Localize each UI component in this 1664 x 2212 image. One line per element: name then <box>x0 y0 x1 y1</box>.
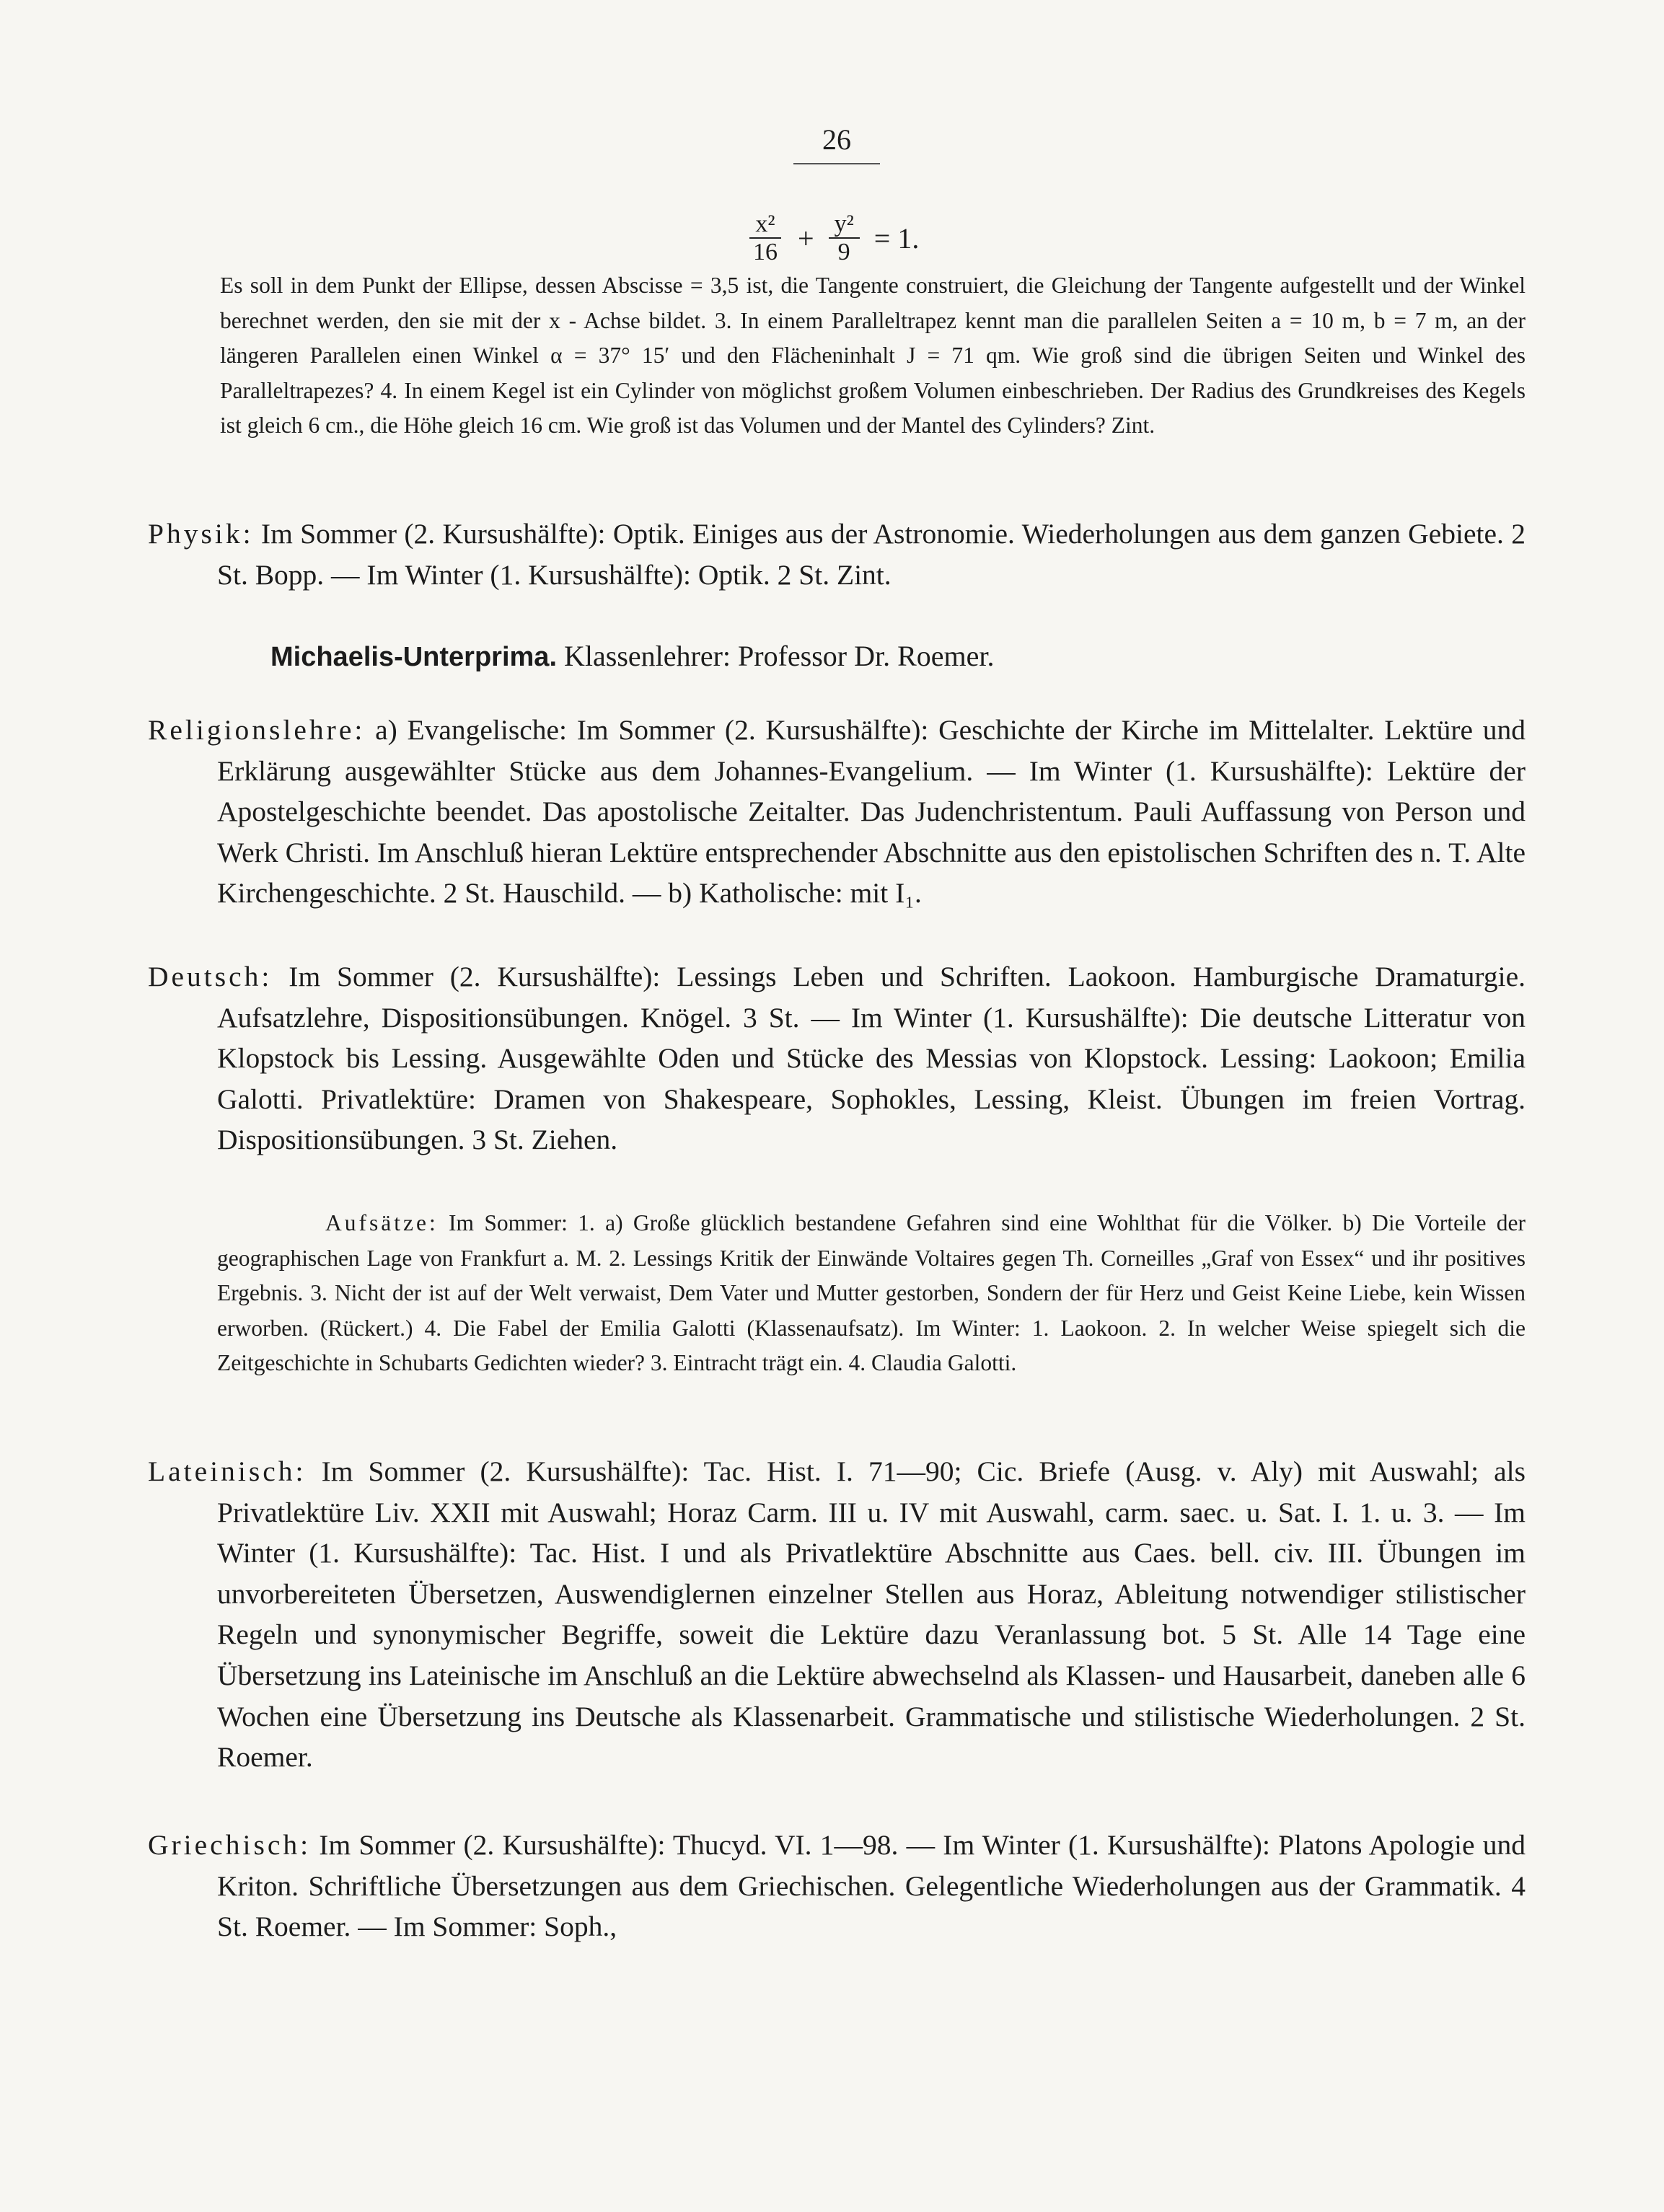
physik-section <box>148 514 1526 595</box>
math-exercises <box>148 268 1526 444</box>
equals-one: = 1. <box>873 221 920 255</box>
aufsaetze-label: Aufsätze: <box>325 1210 439 1235</box>
deutsch-section <box>148 956 1526 1160</box>
fraction-y-denominator: 9 <box>837 239 850 265</box>
ellipse-equation <box>743 206 929 270</box>
fraction-x-denominator: 16 <box>753 239 778 265</box>
fraction-y-numerator: y² <box>829 211 860 239</box>
fraction-y <box>829 211 860 266</box>
math-paragraph: Es soll in dem Punkt der Ellipse, dessen Abscisse = 3,5 ist, die Tangente construiert, die Gleichung der Tangente aufgestellt und der Winkel berechnet werden, den sie mit der x - Achse bildet. 3. In einem Paralleltrapez kennt man die parallelen Seiten a = 10 m, b = 7 m, an der längeren Parallelen einen Winkel α = 37° 15′ und den Flächeninhalt J = 71 qm. Wie groß sind die übrigen Seiten und Winkel des Paralleltrapezes? 4. In einem Kegel ist ein Cylinder von möglichst großem Volumen einbeschrieben. Der Radius des Grundkreises des Kegels ist gleich 6 cm., die Höhe gleich 16 cm. Wie groß ist das Volumen und der Mantel des Cylinders? Zint. <box>220 273 1526 439</box>
deutsch-label: Deutsch: <box>148 961 273 992</box>
aufsaetze-text: Im Sommer: 1. a) Große glücklich bestandene Gefahren sind eine Wohlthat für die Völker. b) Die Vorteile der geographischen Lage von Frankfurt a. M. 2. Lessings Kritik der Einwände Voltaires gegen Th. Corneilles „Graf von Essex“ und ihr positives Ergebnis. 3. Nicht der ist auf der Welt verwaist, Dem Vater und Mutter gestorben, Sondern der für Herz und Geist Keine Liebe, kein Wissen erworben. (Rückert.) 4. Die Fabel der Emilia Galotti (Klassenaufsatz). Im Winter: 1. Laokoon. 2. In welcher Weise spiegelt sich die Zeitgeschichte in Schubarts Gedichten wieder? 3. Eintracht trägt ein. 4. Claudia Galotti. <box>217 1210 1526 1376</box>
religion-section <box>148 710 1526 914</box>
page-number: 26 <box>793 123 880 164</box>
latein-text: Im Sommer (2. Kursushälfte): Tac. Hist. I. 71—90; Cic. Briefe (Ausg. v. Aly) mit Auswahl; als Privatlektüre Liv. XXII mit Auswahl; Horaz Carm. III u. IV mit Auswahl, carm. saec. u. Sat. I. 1. u. 3. — Im Winter (1. Kursushälfte): Tac. Hist. I und als Privatlektüre Abschnitte aus Caes. bell. civ. III. Übungen im unvorbereiteten Übersetzen, Auswendiglernen einzelner Stellen aus Horaz, Ableitung notwendiger stilistischer Regeln und synonymischer Begriffe, soweit die Lektüre dazu Veranlassung bot. 5 St. Alle 14 Tage eine Übersetzung ins Lateinische im Anschluß an die Lektüre abwechselnd als Klassen- und Hausarbeit, daneben alle 6 Wochen eine Übersetzung ins Deutsche als Klassenarbeit. Grammatische und stilistische Wiederholungen. 2 St. Roemer. <box>217 1455 1526 1773</box>
latein-section <box>148 1451 1526 1778</box>
plus-sign: + <box>798 221 814 255</box>
physik-label: Physik: <box>148 518 254 550</box>
class-title: Michaelis-Unterprima. <box>270 642 557 672</box>
fraction-x-numerator: x² <box>749 211 780 239</box>
deutsch-text: Im Sommer (2. Kursushälfte): Lessings Leben und Schriften. Laokoon. Hamburgische Dramaturgie. Aufsatzlehre, Dispositionsübungen. Knögel. 3 St. — Im Winter (1. Kursushälfte): Die deutsche Litteratur von Klopstock bis Lessing. Ausgewählte Oden und Stücke des Messias von Klopstock. Lessing: Laokoon; Emilia Galotti. Privatlektüre: Dramen von Shakespeare, Sophokles, Lessing, Kleist. Übungen im freien Vortrag. Dispositionsübungen. 3 St. Ziehen. <box>217 961 1526 1156</box>
aufsaetze-section <box>148 1206 1526 1381</box>
class-heading <box>270 636 995 677</box>
griechisch-section <box>148 1825 1526 1947</box>
griechisch-label: Griechisch: <box>148 1829 312 1861</box>
class-teacher: Klassenlehrer: Professor Dr. Roemer. <box>564 640 995 672</box>
religion-text: a) Evangelische: Im Sommer (2. Kursushälfte): Geschichte der Kirche im Mittelalter. Lektüre und Erklärung ausgewählter Stücke aus dem Johannes-Evangelium. — Im Winter (1. Kursushälfte): Lektüre der Apostelgeschichte beendet. Das apostolische Zeitalter. Das Judenchristentum. Pauli Auffassung von Person und Werk Christi. Im Anschluß hieran Lektüre entsprechender Abschnitte aus den epistolischen Schriften des n. T. Alte Kirchengeschichte. 2 St. Hauschild. — b) Katholische: mit I₁. <box>217 714 1526 909</box>
latein-label: Lateinisch: <box>148 1455 307 1487</box>
griechisch-text: Im Sommer (2. Kursushälfte): Thucyd. VI. 1—98. — Im Winter (1. Kursushälfte): Platons Apologie und Kriton. Schriftliche Übersetzungen aus dem Griechischen. Gelegentliche Wiederholungen aus der Grammatik. 4 St. Roemer. — Im Sommer: Soph., <box>217 1829 1526 1943</box>
physik-text: Im Sommer (2. Kursushälfte): Optik. Einiges aus der Astronomie. Wiederholungen aus dem ganzen Gebiete. 2 St. Bopp. — Im Winter (1. Kursushälfte): Optik. 2 St. Zint. <box>217 518 1526 591</box>
fraction-x <box>747 211 783 266</box>
religion-label: Religionslehre: <box>148 714 366 746</box>
